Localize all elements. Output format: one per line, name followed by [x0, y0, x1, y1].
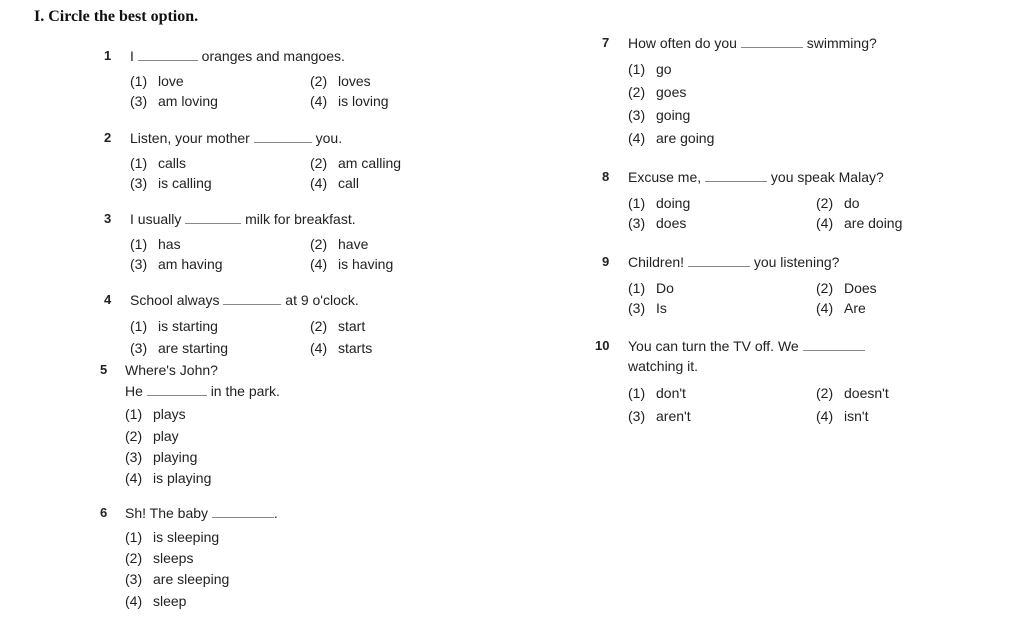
option-number: (2) — [816, 280, 834, 296]
option-text: is having — [338, 256, 394, 272]
option-text: have — [338, 236, 369, 252]
option[interactable] — [130, 317, 218, 335]
option-number: (2) — [125, 428, 143, 444]
option[interactable] — [628, 279, 674, 297]
option-number: (1) — [130, 73, 148, 89]
option-number: (3) — [130, 340, 148, 356]
option[interactable] — [816, 407, 868, 425]
option-text: go — [656, 61, 672, 77]
option[interactable] — [130, 255, 223, 273]
question-stem — [130, 291, 359, 309]
option-number: (2) — [310, 155, 328, 171]
option[interactable] — [628, 129, 714, 147]
option[interactable] — [628, 214, 686, 232]
option[interactable] — [125, 405, 186, 423]
option-number: (4) — [628, 130, 646, 146]
option-number: (4) — [816, 300, 834, 316]
option-text: sleep — [153, 593, 187, 609]
question-number: 7 — [602, 35, 610, 50]
option[interactable] — [125, 549, 193, 567]
option[interactable] — [125, 592, 186, 610]
option-text: is playing — [153, 470, 212, 486]
question-number: 6 — [100, 505, 108, 520]
option[interactable] — [628, 60, 672, 78]
option[interactable] — [816, 279, 877, 297]
option-text: doesn't — [844, 385, 889, 401]
question-number: 2 — [104, 130, 112, 145]
option[interactable] — [310, 317, 365, 335]
option-text: Do — [656, 280, 674, 296]
option[interactable] — [816, 194, 860, 212]
option-text: am calling — [338, 155, 402, 171]
option-text: has — [158, 236, 181, 252]
stem-before: I — [130, 48, 134, 64]
option[interactable] — [125, 427, 179, 445]
option-text: playing — [153, 449, 198, 465]
option[interactable] — [628, 299, 667, 317]
option-number: (1) — [125, 406, 143, 422]
answer-blank[interactable] — [705, 169, 767, 182]
option[interactable] — [130, 339, 228, 357]
option[interactable] — [130, 154, 186, 172]
option-text: is calling — [158, 175, 212, 191]
option[interactable] — [628, 194, 690, 212]
option-number: (1) — [125, 529, 143, 545]
question-stem — [628, 168, 884, 186]
option[interactable] — [310, 255, 393, 273]
option-number: (4) — [310, 256, 328, 272]
stem-before: Children! — [628, 254, 685, 270]
option-number: (2) — [816, 385, 834, 401]
option-text: are sleeping — [153, 571, 230, 587]
option-number: (1) — [628, 61, 646, 77]
option-number: (4) — [310, 93, 328, 109]
option[interactable] — [125, 570, 229, 588]
question-stem — [130, 47, 345, 65]
option-number: (1) — [628, 385, 646, 401]
option[interactable] — [628, 106, 690, 124]
option-text: don't — [656, 385, 686, 401]
option-text: aren't — [656, 408, 691, 424]
question-line1: Where's John? — [125, 362, 218, 378]
option-text: am loving — [158, 93, 218, 109]
option-text: do — [844, 195, 860, 211]
option[interactable] — [816, 384, 889, 402]
option-text: are going — [656, 130, 715, 146]
option-text: call — [338, 175, 360, 191]
option-text: play — [153, 428, 179, 444]
option[interactable] — [310, 72, 371, 90]
option-text: Is — [656, 300, 667, 316]
answer-blank[interactable] — [212, 505, 274, 518]
option[interactable] — [310, 339, 372, 357]
option-text: love — [158, 73, 184, 89]
option-number: (4) — [310, 175, 328, 191]
answer-blank[interactable] — [185, 211, 241, 224]
stem-after: at 9 o'clock. — [285, 292, 359, 308]
question-stem — [628, 337, 865, 355]
option-number: (3) — [628, 215, 646, 231]
option-number: (2) — [816, 195, 834, 211]
option[interactable] — [310, 154, 401, 172]
stem-after: milk for breakfast. — [245, 211, 356, 227]
option-text: Are — [844, 300, 866, 316]
question-number: 4 — [104, 292, 112, 307]
option-number: (2) — [628, 84, 646, 100]
answer-blank[interactable] — [803, 338, 865, 351]
option-number: (3) — [125, 571, 143, 587]
stem-after: in the park. — [210, 383, 280, 399]
stem-after: oranges and mangoes. — [201, 48, 345, 64]
stem-after: swimming? — [806, 35, 877, 51]
option[interactable] — [628, 407, 691, 425]
option-text: is sleeping — [153, 529, 220, 545]
option[interactable] — [130, 174, 212, 192]
stem-after: . — [273, 505, 278, 521]
option-number: (3) — [628, 300, 646, 316]
option-text: start — [338, 318, 366, 334]
stem-before: Listen, your mother — [130, 130, 250, 146]
worksheet-heading: I. Circle the best option. — [34, 8, 199, 25]
option-number: (1) — [628, 195, 646, 211]
option-text: does — [656, 215, 687, 231]
option-number: (3) — [628, 408, 646, 424]
stem-before: Sh! The baby — [125, 505, 209, 521]
option-number: (4) — [125, 470, 143, 486]
question-stem — [628, 34, 877, 52]
question-number: 10 — [595, 338, 610, 353]
stem-before: You can turn the TV off. We — [628, 338, 799, 354]
question-stem — [130, 210, 356, 228]
option-number: (3) — [130, 175, 148, 191]
option-text: are starting — [158, 340, 229, 356]
option-text: plays — [153, 406, 186, 422]
question-stem — [125, 504, 278, 522]
option-number: (2) — [310, 73, 328, 89]
option[interactable] — [125, 528, 219, 546]
option-text: starts — [338, 340, 373, 356]
stem-after: you speak Malay? — [770, 169, 884, 185]
option-number: (2) — [310, 236, 328, 252]
stem-before: Excuse me, — [628, 169, 702, 185]
question-number: 3 — [104, 211, 112, 226]
question-stem — [628, 253, 839, 271]
answer-blank[interactable] — [147, 383, 207, 396]
question-line2: watching it. — [628, 358, 699, 374]
answer-blank[interactable] — [688, 254, 750, 267]
answer-blank[interactable] — [223, 292, 281, 305]
option-number: (3) — [125, 449, 143, 465]
stem-before: I usually — [130, 211, 182, 227]
option-number: (1) — [628, 280, 646, 296]
option-text: is starting — [158, 318, 218, 334]
option-text: am having — [158, 256, 223, 272]
stem-before: He — [125, 383, 143, 399]
option[interactable] — [816, 214, 902, 232]
question-number: 5 — [100, 362, 108, 377]
option-number: (2) — [125, 550, 143, 566]
answer-blank[interactable] — [138, 48, 198, 61]
stem-before: School always — [130, 292, 220, 308]
option[interactable] — [130, 92, 218, 110]
option-number: (3) — [130, 256, 148, 272]
option-text: is loving — [338, 93, 389, 109]
option-text: sleeps — [153, 550, 194, 566]
option[interactable] — [310, 92, 389, 110]
stem-before: How often do you — [628, 35, 737, 51]
option-text: goes — [656, 84, 687, 100]
option[interactable] — [130, 235, 181, 253]
option-number: (1) — [130, 318, 148, 334]
option[interactable] — [310, 174, 359, 192]
question-stem — [125, 382, 280, 400]
option-number: (1) — [130, 236, 148, 252]
question-number: 1 — [104, 48, 112, 63]
stem-after: you. — [315, 130, 343, 146]
option[interactable] — [628, 384, 686, 402]
option[interactable] — [816, 299, 866, 317]
answer-blank[interactable] — [741, 35, 803, 48]
option-number: (4) — [310, 340, 328, 356]
question-number: 9 — [602, 254, 610, 269]
option-text: are doing — [844, 215, 903, 231]
stem-after: you listening? — [753, 254, 840, 270]
option-number: (3) — [628, 107, 646, 123]
answer-blank[interactable] — [254, 130, 312, 143]
option-number: (1) — [130, 155, 148, 171]
option[interactable] — [310, 235, 368, 253]
question-stem — [130, 129, 342, 147]
option-text: calls — [158, 155, 187, 171]
option-number: (3) — [130, 93, 148, 109]
option-number: (2) — [310, 318, 328, 334]
option[interactable] — [125, 469, 211, 487]
option-number: (4) — [816, 215, 834, 231]
option[interactable] — [130, 72, 184, 90]
option-text: loves — [338, 73, 371, 89]
option[interactable] — [628, 83, 686, 101]
option[interactable] — [125, 448, 197, 466]
option-number: (4) — [816, 408, 834, 424]
option-text: going — [656, 107, 691, 123]
option-text: isn't — [844, 408, 869, 424]
option-text: Does — [844, 280, 877, 296]
option-text: doing — [656, 195, 691, 211]
option-number: (4) — [125, 593, 143, 609]
question-number: 8 — [602, 169, 610, 184]
